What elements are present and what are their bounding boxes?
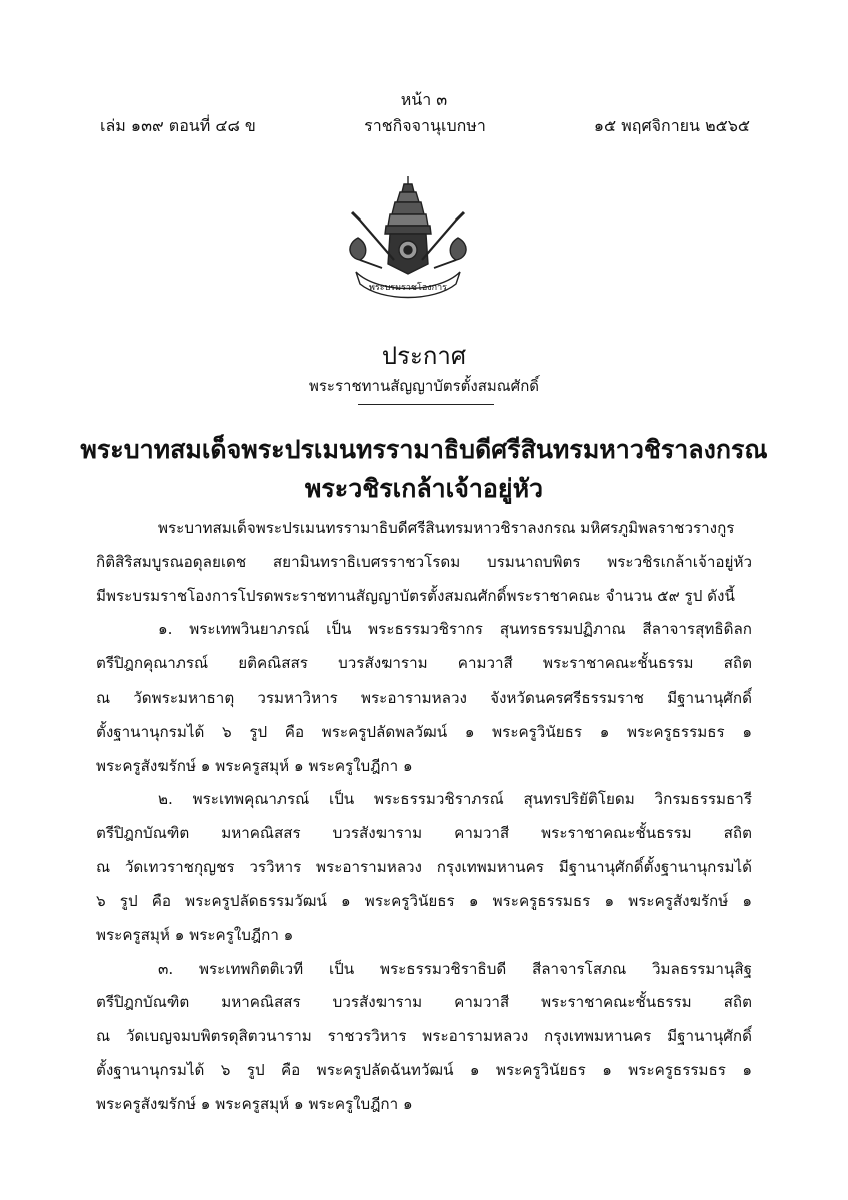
page-number: หน้า ๓ xyxy=(400,90,448,109)
body-line: กิติสิริสมบูรณอดุลยเดช สยามินทราธิเบศรราชวโรดม บรมนาถบพิตร พระวชิรเกล้าเจ้าอยู่หัว xyxy=(96,553,752,571)
body-line: พระครูสมุห์ ๑ พระครูใบฎีกา ๑ xyxy=(96,926,294,944)
body-line: ๖ รูป คือ พระครูปลัดธรรมวัฒน์ ๑ พระครูวินัยธร ๑ พระครูธรรมธร ๑ พระครูสังฆรักษ์ ๑ xyxy=(96,892,752,910)
royal-title-line-1: พระบาทสมเด็จพระปรเมนทรรามาธิบดีศรีสินทรมหาวชิราลงกรณ xyxy=(80,435,768,464)
emblem-ribbon-text: พระบรมราชโองการ xyxy=(368,283,448,293)
publication-date: ๑๕ พฤศจิกายน ๒๕๖๕ xyxy=(593,116,750,135)
royal-emblem-icon xyxy=(338,172,478,302)
body-line: ตั้งฐานานุกรมได้ ๖ รูป คือ พระครูปลัดฉันทวัฒน์ ๑ พระครูวินัยธร ๑ พระครูธรรมธร ๑ xyxy=(96,1061,752,1079)
body-line: ๓. พระเทพกิตติเวที เป็น พระธรรมวชิราธิบดี สีลาจารโสภณ วิมลธรรมานุสิฐ xyxy=(158,960,752,978)
body-line: ๒. พระเทพคุณาภรณ์ เป็น พระธรรมวชิราภรณ์ สุนทรปริยัติโยดม วิกรมธรรมธารี xyxy=(158,790,752,808)
body-line: ตั้งฐานานุกรมได้ ๖ รูป คือ พระครูปลัดพลวัฒน์ ๑ พระครูวินัยธร ๑ พระครูธรรมธร ๑ xyxy=(96,723,752,741)
gazette-header xyxy=(100,114,750,138)
body-line: มีพระบรมราชโองการโปรดพระราชทานสัญญาบัตรตั้งสมณศักดิ์พระราชาคณะ จำนวน ๕๙ รูป ดังนี้ xyxy=(96,587,735,605)
document-subtitle: พระราชทานสัญญาบัตรตั้งสมณศักดิ์ xyxy=(308,377,540,395)
document-title: ประกาศ xyxy=(381,342,467,370)
body-line: พระบาทสมเด็จพระปรเมนทรรามาธิบดีศรีสินทรมหาวชิราลงกรณ มหิศรภูมิพลราชวรางกูร xyxy=(158,519,735,537)
body-line: ตรีปิฎกบัณฑิต มหาคณิสสร บวรสังฆาราม คามวาสี พระราชาคณะชั้นธรรม สถิต xyxy=(96,824,752,842)
volume-issue: เล่ม ๑๓๙ ตอนที่ ๔๘ ข xyxy=(100,116,256,135)
body-line: ตรีปิฎกบัณฑิต มหาคณิสสร บวรสังฆาราม คามวาสี พระราชาคณะชั้นธรรม สถิต xyxy=(96,993,752,1011)
body-line: ๑. พระเทพวินยาภรณ์ เป็น พระธรรมวชิรากร สุนทรธรรมปฏิภาณ สีลาจารสุทธิดิลก xyxy=(158,620,752,638)
body-line: ณ วัดเบญจมบพิตรดุสิตวนาราม ราชวรวิหาร พระอารามหลวง กรุงเทพมหานคร มีฐานานุศักดิ์ xyxy=(96,1027,752,1045)
body-line: พระครูสังฆรักษ์ ๑ พระครูสมุห์ ๑ พระครูใบฎีกา ๑ xyxy=(96,757,413,775)
gazette-name: ราชกิจจานุเบกษา xyxy=(364,116,486,135)
body-line: ณ วัดพระมหาธาตุ วรมหาวิหาร พระอารามหลวง จังหวัดนครศรีธรรมราช มีฐานานุศักดิ์ xyxy=(96,689,752,707)
body-line: ตรีปิฎกคุณาภรณ์ ยติคณิสสร บวรสังฆาราม คามวาสี พระราชาคณะชั้นธรรม สถิต xyxy=(96,654,752,672)
title-divider xyxy=(358,404,494,405)
royal-title-line-2: พระวชิรเกล้าเจ้าอยู่หัว xyxy=(304,474,544,503)
body-line: พระครูสังฆรักษ์ ๑ พระครูสมุห์ ๑ พระครูใบฎีกา ๑ xyxy=(96,1095,413,1113)
body-line: ณ วัดเทวราชกุญชร วรวิหาร พระอารามหลวง กรุงเทพมหานคร มีฐานานุศักดิ์ตั้งฐานานุกรมได้ xyxy=(96,858,752,876)
